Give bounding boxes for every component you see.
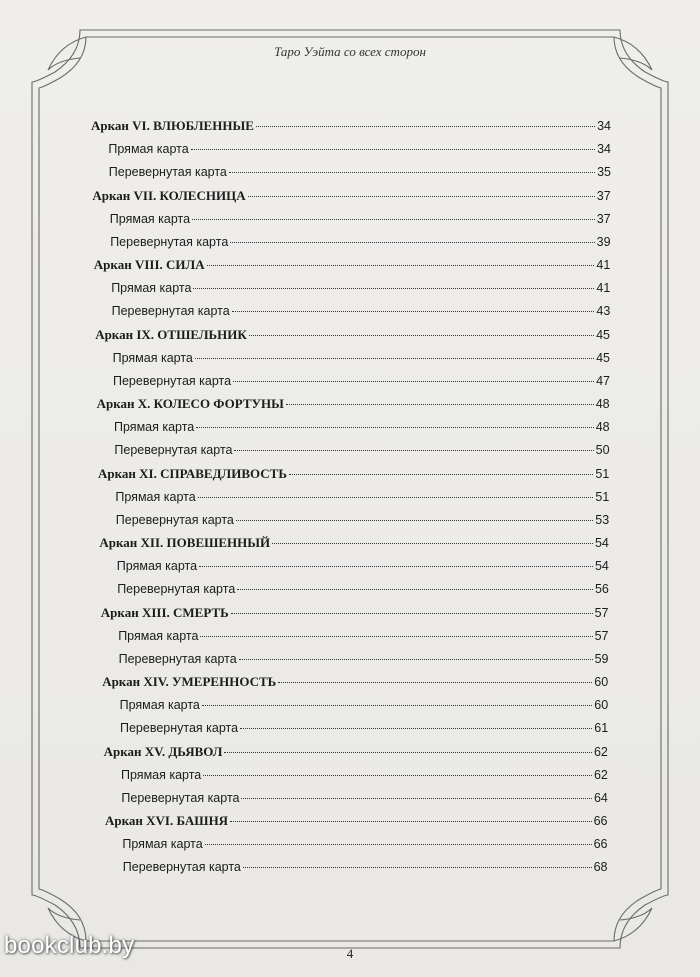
toc-entry-page: 48 xyxy=(595,397,610,411)
toc-subentry xyxy=(113,373,610,389)
dot-leader xyxy=(192,219,595,220)
toc-arcana-entry xyxy=(97,396,610,412)
toc-entry-page: 62 xyxy=(593,744,608,759)
dot-leader xyxy=(289,474,593,475)
toc-entry-page: 57 xyxy=(594,605,609,620)
toc-arcana-entry xyxy=(95,327,610,343)
toc-entry-title: Перевернутая карта xyxy=(111,304,230,319)
dot-leader xyxy=(195,358,594,359)
toc-entry-title: Аркан XIII. СМЕРТЬ xyxy=(100,604,229,620)
toc-entry-page: 61 xyxy=(594,721,609,736)
toc-subentry xyxy=(110,211,611,227)
dot-leader xyxy=(205,844,592,845)
toc-subentry xyxy=(108,141,611,157)
running-header: Таро Уэйта со всех сторон xyxy=(274,44,426,59)
dot-leader xyxy=(198,497,594,498)
toc-entry-title: Аркан IX. ОТШЕЛЬНИК xyxy=(95,326,247,342)
toc-entry-page: 45 xyxy=(596,327,610,342)
toc-entry-title: Перевернутая карта xyxy=(115,512,234,527)
toc-subentry xyxy=(113,350,610,366)
toc-subentry xyxy=(118,628,608,644)
toc-entry-title: Аркан XIV. УМЕРЕННОСТЬ xyxy=(102,674,277,690)
toc-entry-title: Прямая карта xyxy=(122,837,203,852)
dot-leader xyxy=(286,404,594,405)
toc-entry-page: 37 xyxy=(596,188,611,203)
toc-entry-page: 47 xyxy=(596,373,610,388)
dot-leader xyxy=(200,636,592,637)
toc-subentry xyxy=(116,512,609,528)
toc-entry-title: Аркан VI. ВЛЮБЛЕННЫЕ xyxy=(91,118,254,133)
toc-entry-title: Перевернутая карта xyxy=(118,651,237,666)
toc-entry-title: Аркан XI. СПРАВЕДЛИВОСТЬ xyxy=(98,465,287,481)
toc-subentry xyxy=(115,489,609,505)
toc-entry-title: Прямая карта xyxy=(109,211,191,226)
toc-entry-title: Прямая карта xyxy=(111,281,192,296)
toc-entry-page: 51 xyxy=(595,489,610,504)
toc-entry-title: Аркан XII. ПОВЕШЕННЫЙ xyxy=(99,535,271,551)
dot-leader xyxy=(240,728,592,729)
toc-entry-page: 66 xyxy=(593,814,608,829)
dot-leader xyxy=(193,288,594,289)
toc-subentry xyxy=(111,280,610,296)
toc-entry-title: Прямая карта xyxy=(116,559,198,574)
toc-entry-title: Аркан VIII. СИЛА xyxy=(93,257,205,272)
toc-entry-title: Прямая карта xyxy=(112,350,193,365)
toc-entry-page: 48 xyxy=(595,420,610,435)
toc-entry-page: 39 xyxy=(596,234,611,249)
toc-subentry xyxy=(120,697,609,713)
dot-leader xyxy=(278,682,592,683)
toc-entry-page: 60 xyxy=(594,698,609,713)
dot-leader xyxy=(229,172,595,173)
toc-entry-page: 53 xyxy=(595,512,610,527)
toc-subentry xyxy=(121,790,608,806)
toc-arcana-entry xyxy=(101,605,609,621)
toc-subentry xyxy=(114,442,609,458)
toc-entry-page: 34 xyxy=(597,119,611,133)
dot-leader xyxy=(248,196,595,197)
toc-subentry xyxy=(117,581,609,597)
dot-leader xyxy=(230,242,594,243)
toc-arcana-entry xyxy=(92,188,610,204)
toc-entry-title: Перевернутая карта xyxy=(113,373,232,388)
toc-entry-page: 41 xyxy=(596,281,611,296)
toc-entry-title: Перевернутая карта xyxy=(114,443,233,458)
toc-arcana-entry xyxy=(98,466,609,482)
toc-entry-title: Перевернутая карта xyxy=(117,582,236,597)
toc-entry-title: Аркан XV. ДЬЯВОЛ xyxy=(103,743,223,759)
toc-entry-title: Перевернутая карта xyxy=(120,721,239,736)
toc-subentry xyxy=(120,720,608,736)
dot-leader xyxy=(196,427,593,428)
toc-subentry xyxy=(119,651,609,667)
toc-arcana-entry xyxy=(102,674,608,690)
dot-leader xyxy=(230,821,592,822)
toc-entry-title: Прямая карта xyxy=(119,698,200,713)
dot-leader xyxy=(239,659,593,660)
toc-entry-page: 54 xyxy=(594,536,609,551)
toc-entry-title: Перевернутая карта xyxy=(108,165,227,180)
dot-leader xyxy=(207,265,595,266)
dot-leader xyxy=(232,311,595,312)
toc-subentry xyxy=(122,836,607,852)
toc-entry-title: Прямая карта xyxy=(118,628,199,643)
toc-entry-page: 66 xyxy=(593,837,608,852)
toc-subentry xyxy=(110,234,610,250)
toc-entry-title: Перевернутая карта xyxy=(122,860,241,875)
toc-entry-page: 34 xyxy=(597,142,611,157)
toc-entry-page: 56 xyxy=(594,582,609,597)
toc-entry-title: Аркан XVI. БАШНЯ xyxy=(105,813,229,829)
toc-subentry xyxy=(123,859,608,875)
toc-entry-title: Прямая карта xyxy=(108,142,189,157)
toc-entry-page: 62 xyxy=(593,767,608,782)
toc-entry-page: 43 xyxy=(596,304,611,319)
dot-leader xyxy=(199,566,593,567)
dot-leader xyxy=(191,149,595,150)
toc-entry-page: 64 xyxy=(593,790,608,805)
dot-leader xyxy=(249,335,594,336)
page-number: 4 xyxy=(346,946,354,961)
toc-subentry xyxy=(109,164,611,180)
toc-entry-title: Перевернутая карта xyxy=(110,234,229,249)
dot-leader xyxy=(241,798,592,799)
dot-leader xyxy=(236,520,593,521)
toc-entry-page: 60 xyxy=(594,675,609,690)
toc-arcana-entry xyxy=(99,535,609,551)
dot-leader xyxy=(224,752,592,753)
dot-leader xyxy=(234,450,593,451)
dot-leader xyxy=(231,613,593,614)
toc-entry-page: 68 xyxy=(593,860,608,875)
toc-subentry xyxy=(112,303,611,319)
dot-leader xyxy=(202,705,592,706)
toc-entry-title: Перевернутая карта xyxy=(121,790,240,805)
toc-entry-page: 41 xyxy=(596,258,611,272)
toc-subentry xyxy=(121,767,608,783)
toc-arcana-entry xyxy=(91,118,611,134)
toc-entry-page: 45 xyxy=(596,350,610,365)
toc-entry-page: 37 xyxy=(596,211,611,226)
toc-entry-title: Аркан VII. КОЛЕСНИЦА xyxy=(92,187,246,203)
dot-leader xyxy=(237,589,593,590)
dot-leader xyxy=(243,867,592,868)
toc-arcana-entry xyxy=(94,257,611,273)
toc-subentry xyxy=(117,558,609,574)
toc-arcana-entry xyxy=(105,813,608,829)
watermark-logo: bookclub.by xyxy=(4,932,135,959)
toc-entry-page: 54 xyxy=(594,559,609,574)
dot-leader xyxy=(256,126,595,127)
toc-entry-page: 51 xyxy=(595,466,610,481)
toc-entry-page: 50 xyxy=(595,443,610,458)
dot-leader xyxy=(233,381,594,382)
toc-entry-title: Прямая карта xyxy=(121,767,202,782)
toc-subentry xyxy=(114,419,610,435)
toc-entry-page: 57 xyxy=(594,628,609,643)
toc-entry-title: Аркан X. КОЛЕСО ФОРТУНЫ xyxy=(96,396,284,411)
toc-entry-page: 35 xyxy=(597,165,611,180)
toc-arcana-entry xyxy=(104,744,608,760)
dot-leader xyxy=(272,543,593,544)
toc-entry-title: Прямая карта xyxy=(115,489,196,504)
dot-leader xyxy=(203,775,592,776)
toc-entry-title: Прямая карта xyxy=(114,420,195,435)
toc-entry-page: 59 xyxy=(594,651,609,666)
